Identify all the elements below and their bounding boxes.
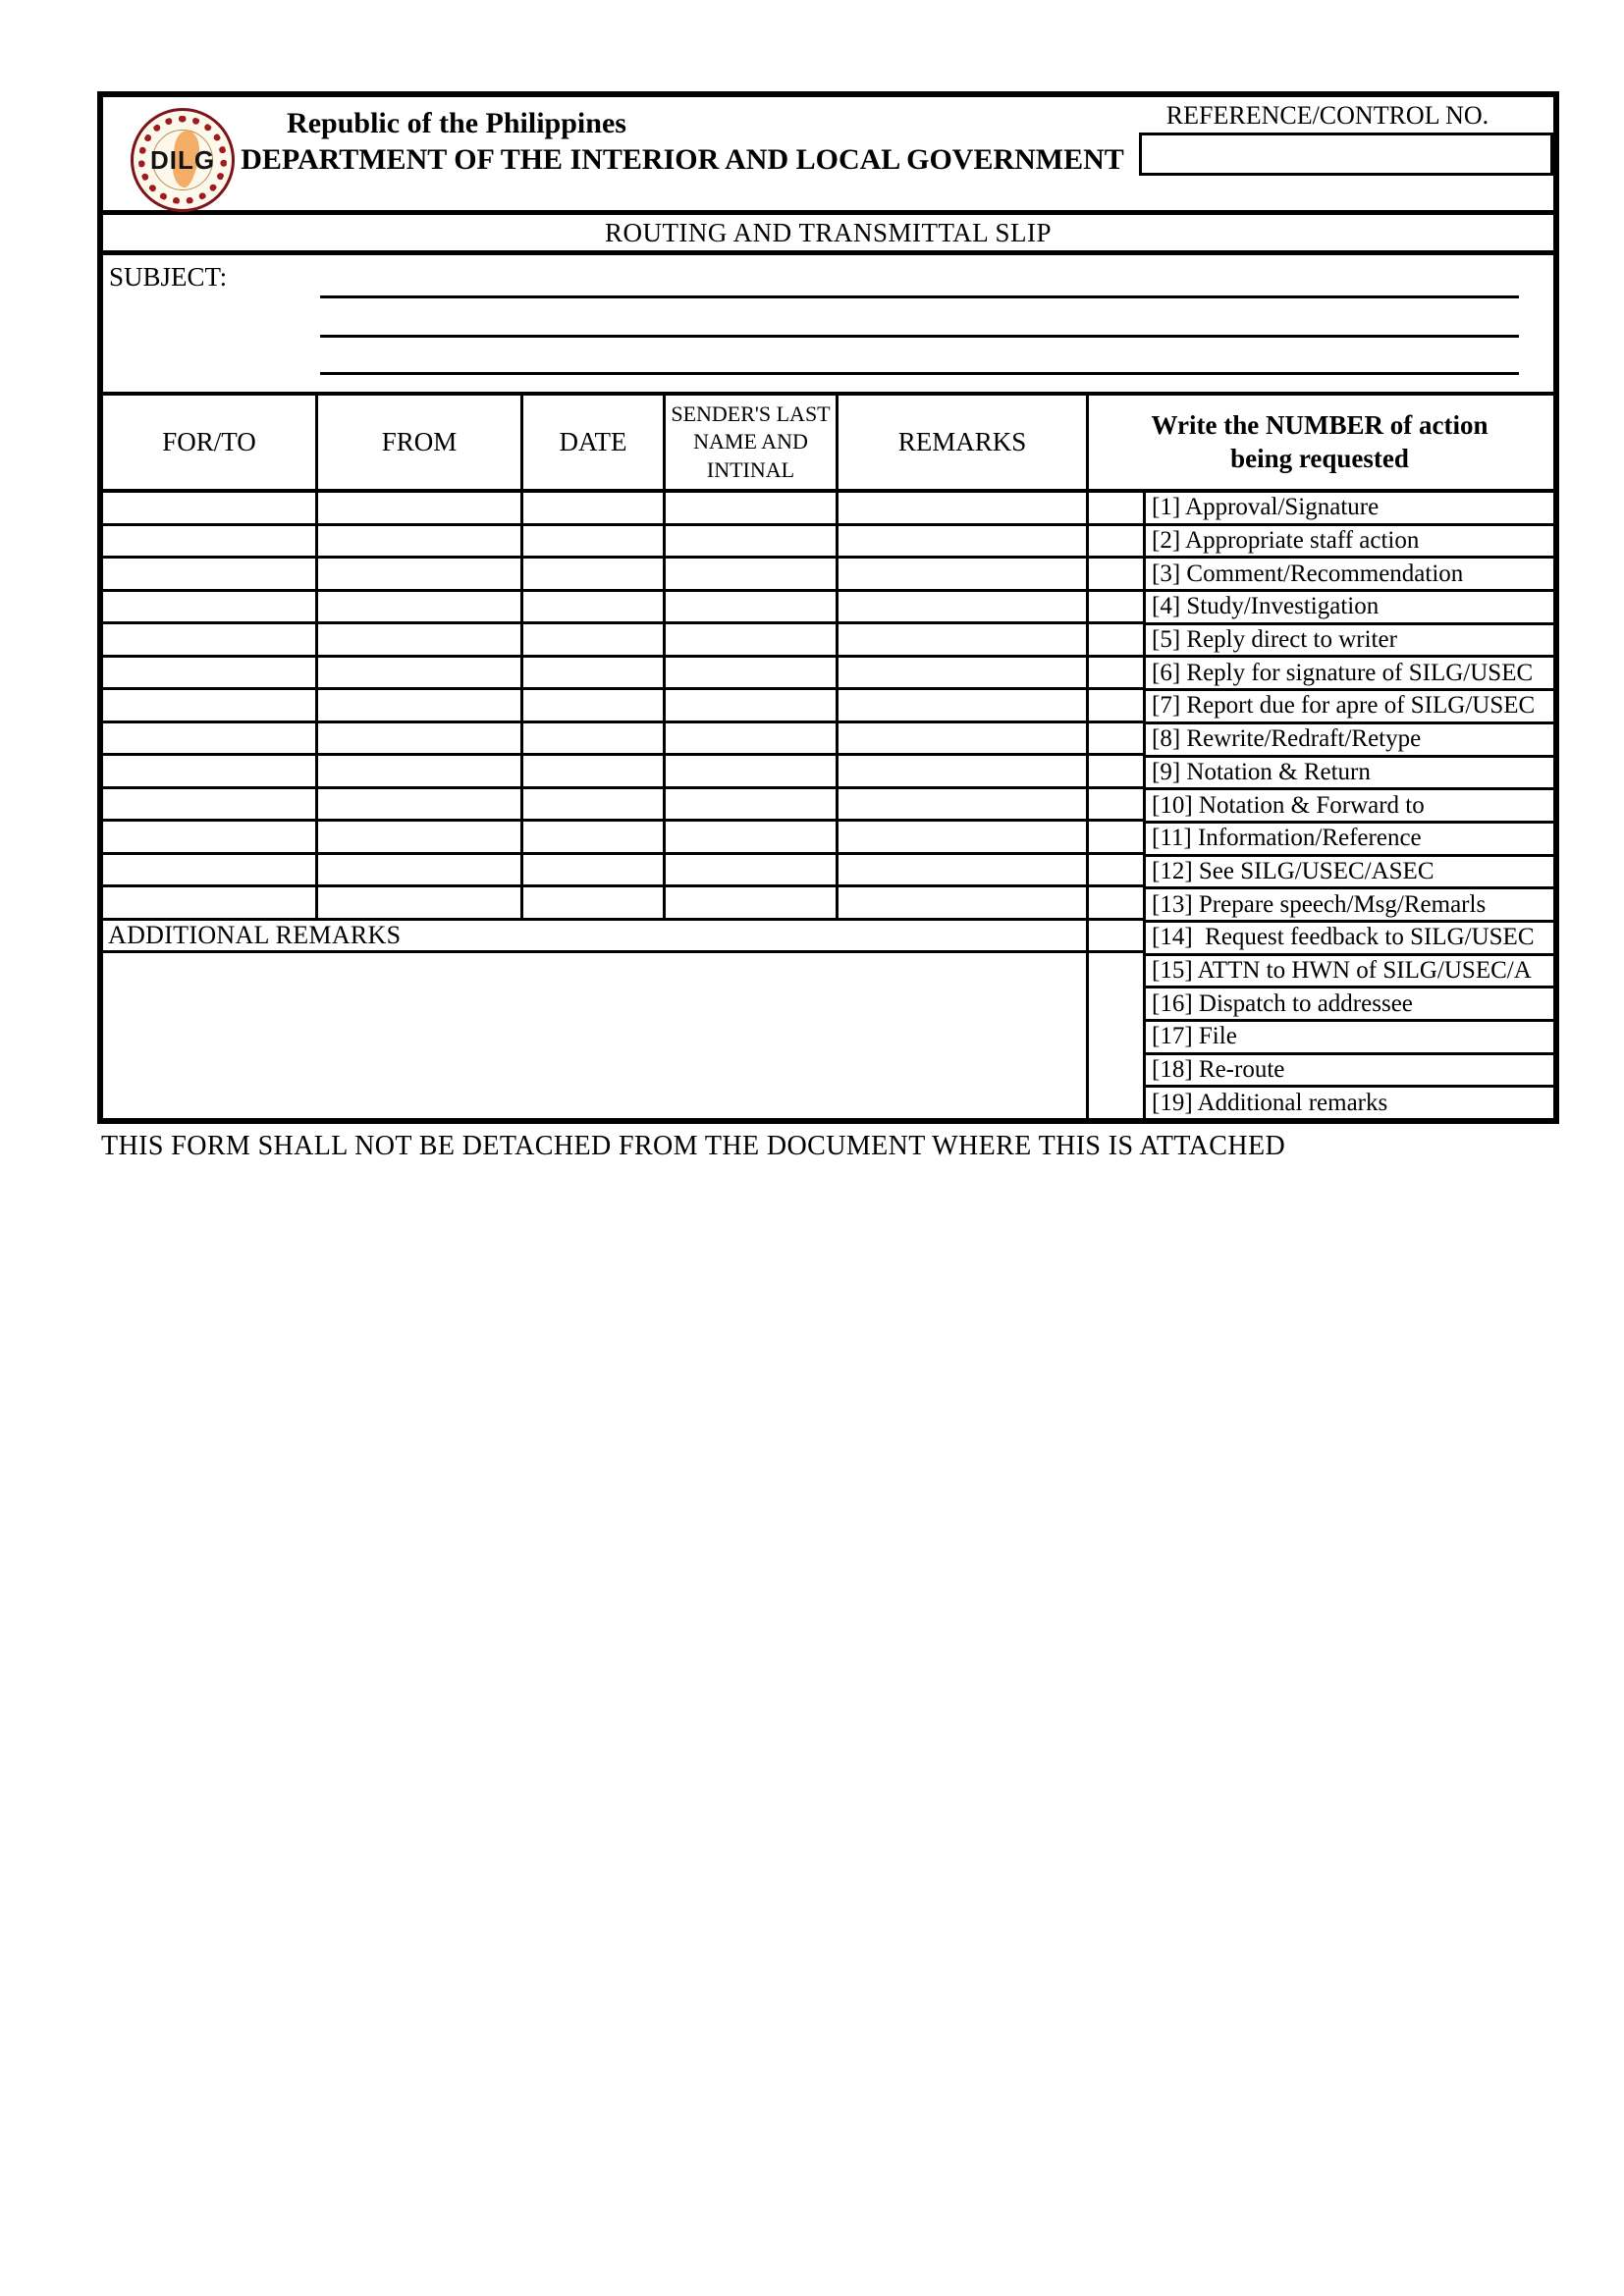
republic-line: Republic of the Philippines <box>287 107 626 139</box>
action-item: [15] ATTN to HWN of SILG/USEC/A <box>1146 956 1553 989</box>
action-item: [12] See SILG/USEC/ASEC <box>1146 857 1553 890</box>
table-cell-empty <box>523 624 666 655</box>
table-cell-empty <box>666 592 839 622</box>
action-list <box>1143 493 1553 1118</box>
table-cell-empty <box>318 624 523 655</box>
table-cell-empty <box>103 756 318 786</box>
table-row <box>103 592 1143 625</box>
table-cell-empty <box>1086 658 1143 688</box>
table-cell-empty <box>666 723 839 754</box>
subject-section <box>103 255 1553 396</box>
table-cell-empty <box>318 526 523 557</box>
action-item: [11] Information/Reference <box>1146 824 1553 857</box>
table-row <box>103 756 1143 789</box>
column-header-sender: SENDER'S LAST NAME AND INTINAL <box>666 396 839 489</box>
table-cell-empty <box>523 723 666 754</box>
table-cell-empty <box>839 592 1086 622</box>
table-cell-empty <box>523 822 666 852</box>
table-cell-empty <box>839 756 1086 786</box>
table-cell-empty <box>666 756 839 786</box>
table-row <box>103 855 1143 888</box>
table-cell-empty <box>523 855 666 885</box>
action-item: [6] Reply for signature of SILG/USEC <box>1146 658 1553 691</box>
action-item: [16] Dispatch to addressee <box>1146 988 1553 1022</box>
table-cell-empty <box>839 658 1086 688</box>
subject-line <box>320 335 1519 338</box>
additional-remarks-area <box>103 953 1086 1118</box>
table-cell-empty <box>318 493 523 523</box>
additional-remarks-label: ADDITIONAL REMARKS <box>108 921 402 949</box>
table-cell-empty <box>839 559 1086 589</box>
action-column-header: Write the NUMBER of action being requested <box>1151 409 1489 473</box>
table-row <box>103 789 1143 823</box>
table-cell-empty <box>103 493 318 523</box>
action-item: [4] Study/Investigation <box>1146 592 1553 625</box>
title-bar <box>103 215 1553 255</box>
table-cell-empty <box>1086 493 1143 523</box>
table-cell-empty <box>318 658 523 688</box>
table-cell-empty <box>839 855 1086 885</box>
action-item: [10] Notation & Forward to <box>1146 790 1553 824</box>
table-cell-empty <box>523 526 666 557</box>
table-cell-empty <box>666 789 839 820</box>
dilg-seal-logo <box>131 108 235 212</box>
table-cell-empty <box>1086 822 1143 852</box>
table-cell-empty <box>103 887 318 918</box>
table-cell-empty <box>666 887 839 918</box>
table-cell-empty <box>1086 789 1143 820</box>
action-item: [19] Additional remarks <box>1152 1089 1388 1116</box>
table-cell-empty <box>1086 592 1143 622</box>
table-cell-empty <box>103 789 318 820</box>
column-header-from: FROM <box>318 396 523 489</box>
table-cell-empty <box>666 624 839 655</box>
column-header-remarks: REMARKS <box>897 427 1027 456</box>
table-cell-empty <box>1086 887 1143 918</box>
additional-remarks-label-band <box>103 921 1146 953</box>
table-cell-empty <box>318 723 523 754</box>
subject-label: SUBJECT: <box>109 262 228 292</box>
table-cell-empty <box>523 789 666 820</box>
action-item: [18] Re-route <box>1146 1055 1553 1089</box>
action-item: [3] Comment/Recommendation <box>1146 559 1553 592</box>
table-cell-empty <box>103 658 318 688</box>
subject-line <box>320 372 1519 375</box>
reference-control-box <box>1139 133 1553 176</box>
table-row <box>103 723 1143 757</box>
table-cell-empty <box>103 855 318 885</box>
table-cell-empty <box>318 559 523 589</box>
footer-note: THIS FORM SHALL NOT BE DETACHED FROM THE DOCUMENT WHERE THIS IS ATTACHED <box>101 1131 1286 1161</box>
table-row <box>103 658 1143 691</box>
table-row <box>103 526 1143 560</box>
table-cell-empty <box>523 756 666 786</box>
action-item: [7] Report due for apre of SILG/USEC <box>1146 691 1553 724</box>
table-cell-empty <box>666 658 839 688</box>
table-cell-empty <box>839 887 1086 918</box>
action-item: [13] Prepare speech/Msg/Remarls <box>1146 889 1553 923</box>
action-item: [8] Rewrite/Redraft/Retype <box>1146 724 1553 758</box>
table-cell-empty <box>666 559 839 589</box>
action-item: [5] Reply direct to writer <box>1146 625 1553 659</box>
action-item: [1] Approval/Signature <box>1146 493 1553 526</box>
table-cell-empty <box>523 658 666 688</box>
action-item: [2] Appropriate staff action <box>1146 526 1553 560</box>
table-cell-empty <box>839 526 1086 557</box>
table-row <box>103 624 1143 658</box>
table-cell-empty <box>318 789 523 820</box>
table-cell-empty <box>523 887 666 918</box>
action-number-column-divider <box>1086 396 1089 1118</box>
table-cell-empty <box>103 559 318 589</box>
table-cell-empty <box>103 592 318 622</box>
table-cell-empty <box>839 493 1086 523</box>
table-cell-empty <box>1086 690 1143 721</box>
table-cell-empty <box>103 822 318 852</box>
column-header-date: DATE <box>523 396 666 489</box>
column-header-for-to: FOR/TO <box>103 396 318 489</box>
table-cell-empty <box>103 690 318 721</box>
table-row <box>103 690 1143 723</box>
form-header <box>103 97 1553 215</box>
table-cell-empty <box>103 624 318 655</box>
action-item: [9] Notation & Return <box>1146 758 1553 791</box>
table-cell-empty <box>1086 855 1143 885</box>
table-body <box>103 493 1143 921</box>
table-cell-empty <box>523 559 666 589</box>
table-cell-empty <box>839 624 1086 655</box>
table-cell-empty <box>318 756 523 786</box>
table-cell-empty <box>1086 559 1143 589</box>
table-cell-empty <box>839 723 1086 754</box>
table-row <box>103 887 1143 921</box>
table-cell-empty <box>666 690 839 721</box>
table-cell-empty <box>839 690 1086 721</box>
table-row <box>103 822 1143 855</box>
form-title: ROUTING AND TRANSMITTAL SLIP <box>604 217 1053 247</box>
table-cell-empty <box>666 526 839 557</box>
table-cell-empty <box>1086 756 1143 786</box>
routing-slip-form <box>97 91 1559 1124</box>
table-header-row <box>103 396 1553 493</box>
table-cell-empty <box>666 493 839 523</box>
table-cell-empty <box>666 855 839 885</box>
table-row <box>103 493 1143 526</box>
reference-control-label: REFERENCE/CONTROL NO. <box>1165 101 1489 130</box>
table-cell-empty <box>318 822 523 852</box>
table-cell-empty <box>523 493 666 523</box>
table-cell-empty <box>523 592 666 622</box>
action-item: [17] File <box>1146 1022 1553 1055</box>
subject-line <box>320 295 1519 298</box>
table-cell-empty <box>1086 624 1143 655</box>
department-line: DEPARTMENT OF THE INTERIOR AND LOCAL GOVERNMENT <box>241 143 1124 176</box>
table-row <box>103 559 1143 592</box>
table-cell-empty <box>839 789 1086 820</box>
table-cell-empty <box>318 592 523 622</box>
table-cell-empty <box>666 822 839 852</box>
table-cell-empty <box>103 723 318 754</box>
dilg-logo-text: DILG <box>149 144 216 175</box>
table-cell-empty <box>1086 526 1143 557</box>
table-cell-empty <box>318 690 523 721</box>
table-cell-empty <box>839 822 1086 852</box>
table-cell-empty <box>1086 723 1143 754</box>
table-cell-empty <box>318 887 523 918</box>
action-item: [14] Request feedback to SILG/USEC <box>1146 923 1553 956</box>
table-cell-empty <box>523 690 666 721</box>
table-cell-empty <box>318 855 523 885</box>
table-cell-empty <box>103 526 318 557</box>
